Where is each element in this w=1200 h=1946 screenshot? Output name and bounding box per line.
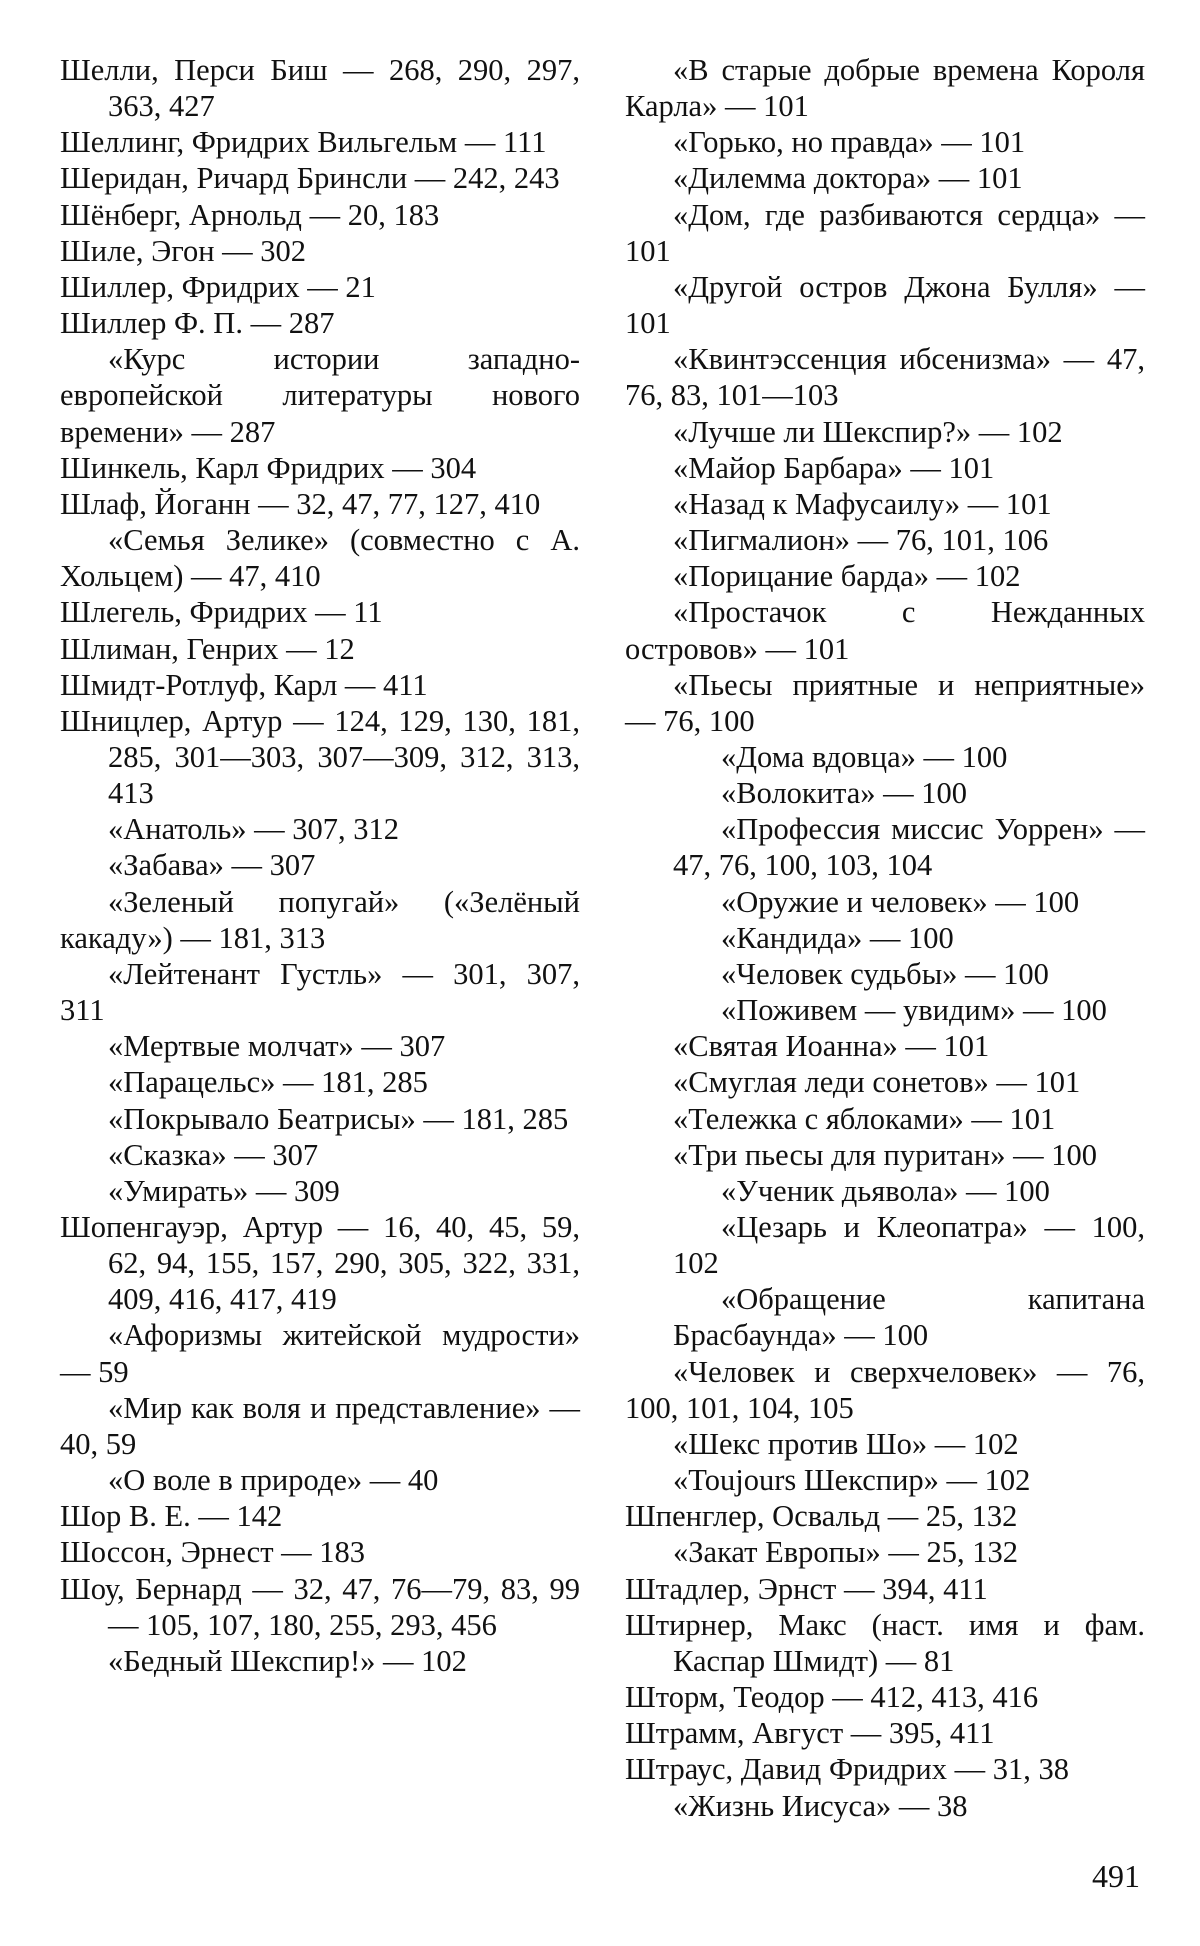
index-subentry: «Кандида» — 100 — [721, 920, 954, 955]
index-subentry: «Ученик дьявола» — 100 — [721, 1173, 1050, 1208]
index-subentry: «Три пьесы для пуритан» — 100 — [673, 1137, 1097, 1172]
index-subentry: «Семья Зелике» (совместно с А. Хольцем) — 47, 410 — [60, 523, 580, 594]
index-entry: Шлегель, Фридрих — 11 — [60, 595, 383, 630]
index-entry: Шторм, Теодор — 412, 413, 416 — [625, 1680, 1039, 1715]
page-number: 491 — [1092, 1858, 1140, 1894]
index-entry: Шлаф, Йоганн — 32, 47, 77, 127, 410 — [60, 486, 541, 521]
index-entry: Шелли, Перси Биш — 268, 290, 297, 363, 427 — [60, 53, 580, 124]
index-subentry: «Лейтенант Густль» — 301, 307, 311 — [60, 956, 580, 1028]
index-subentry: «Квинтэссенция ибсенизма» — 47, 76, 83, 101—103 — [625, 342, 1145, 413]
index-entry: Штадлер, Эрнст — 394, 411 — [625, 1571, 988, 1606]
index-entry: Шлиман, Генрих — 12 — [60, 631, 355, 666]
index-subentry: «Жизнь Иисуса» — 38 — [673, 1788, 968, 1823]
index-entry: Шницлер, Артур — 124, 129, 130, 181, 285, 301—303, 307—309, 312, 313, 413 — [60, 703, 580, 811]
index-subentry: «Зеленый попугай» («Зелёный какаду») — 181, 313 — [60, 884, 580, 955]
index-subentry: «Бедный Шекспир!» — 102 — [108, 1643, 467, 1678]
index-entry: Шоу, Бернард — 32, 47, 76—79, 83, 99 — 105, 107, 180, 255, 293, 456 — [60, 1571, 580, 1642]
index-subentry: «Человек и сверхчеловек» — 76, 100, 101, 104, 105 — [625, 1354, 1145, 1425]
index-subentry: «Майор Барбара» — 101 — [673, 450, 995, 485]
index-subentry: «Умирать» — 309 — [108, 1173, 340, 1208]
index-entry: Шёнберг, Арнольд — 20, 183 — [60, 197, 440, 232]
index-subentry: «Простачок с Нежданных островов» — 101 — [625, 595, 1145, 666]
index-column-left — [60, 52, 580, 1679]
index-subentry: «Мертвые молчат» — 307 — [108, 1029, 446, 1064]
index-entry: Шопенгауэр, Артур — 16, 40, 45, 59, 62, 94, 155, 157, 290, 305, 322, 331, 409, 416, 417, 419 — [60, 1210, 580, 1317]
index-entry: Штрамм, Август — 395, 411 — [625, 1716, 995, 1751]
index-subentry: «Тележка с яблоками» — 101 — [673, 1101, 1056, 1136]
index-subentry: «Анатоль» — 307, 312 — [108, 812, 400, 847]
index-entry: Шоссон, Эрнест — 183 — [60, 1535, 366, 1570]
index-subentry: «О воле в природе» — 40 — [108, 1463, 439, 1498]
index-entry: Шиле, Эгон — 302 — [60, 233, 307, 268]
index-subentry: «Профессия миссис Уоррен» — 47, 76, 100, 103, 104 — [673, 812, 1145, 883]
index-subentry: «Лучше ли Шекспир?» — 102 — [673, 414, 1063, 449]
index-subentry: «Дом, где разбиваются сердца» — 101 — [625, 197, 1145, 268]
index-subentry: «Toujours Шекспир» — 102 — [673, 1463, 1031, 1498]
index-subentry: «Порицание барда» — 102 — [673, 559, 1021, 594]
index-entry: Шпенглер, Освальд — 25, 132 — [625, 1499, 1018, 1534]
index-subentry: «Волокита» — 100 — [721, 776, 968, 811]
index-subentry: «Горько, но правда» — 101 — [673, 125, 1026, 160]
index-subentry: «Мир как воля и представление» — 40, 59 — [60, 1390, 580, 1461]
index-column-right — [625, 52, 1145, 1824]
index-subentry: «Курс истории западно-европейской литературы нового времени» — 287 — [60, 342, 580, 449]
index-entry: Шор В. Е. — 142 — [60, 1499, 283, 1534]
index-subentry: «Назад к Мафусаилу» — 101 — [673, 486, 1052, 521]
index-entry: Штирнер, Макс (наст. имя и фам. Каспар Шмидт) — 81 — [625, 1607, 1145, 1678]
index-entry: Шеридан, Ричард Бринсли — 242, 243 — [60, 161, 560, 196]
index-subentry: «Дома вдовца» — 100 — [721, 739, 1008, 774]
index-subentry: «Святая Иоанна» — 101 — [673, 1029, 990, 1064]
index-entry: Шиллер Ф. П. — 287 — [60, 306, 335, 341]
index-subentry: «Покрывало Беатрисы» — 181, 285 — [108, 1101, 569, 1136]
index-subentry: «Афоризмы житейской мудрости» — 59 — [60, 1318, 580, 1389]
index-subentry: «Оружие и человек» — 100 — [721, 884, 1080, 919]
index-subentry: «Забава» — 307 — [108, 848, 316, 883]
index-subentry: «Пигмалион» — 76, 101, 106 — [673, 523, 1049, 558]
index-subentry: «Обращение капитана Брасбаунда» — 100 — [673, 1282, 1145, 1353]
index-entry: Штраус, Давид Фридрих — 31, 38 — [625, 1752, 1069, 1787]
index-subentry: «Другой остров Джона Булля» — 101 — [625, 269, 1145, 341]
index-subentry: «Шекс против Шо» — 102 — [673, 1426, 1019, 1461]
index-subentry: «Парацельс» — 181, 285 — [108, 1065, 428, 1100]
index-subentry: «Дилемма доктора» — 101 — [673, 161, 1023, 196]
index-entry: Шеллинг, Фридрих Вильгельм — 111 — [60, 125, 547, 160]
index-subentry: «Смуглая леди сонетов» — 101 — [673, 1065, 1081, 1100]
index-subentry: «Поживем — увидим» — 100 — [721, 993, 1107, 1028]
index-subentry: «Цезарь и Клеопатра» — 100, 102 — [673, 1210, 1145, 1281]
index-subentry: «Человек судьбы» — 100 — [721, 956, 1049, 991]
index-subentry: «В старые добрые времена Короля Карла» — 101 — [625, 53, 1145, 124]
index-entry: Шмидт-Ротлуф, Карл — 411 — [60, 667, 428, 702]
index-subentry: «Пьесы приятные и неприятные» — 76, 100 — [625, 667, 1145, 738]
index-entry: Шиллер, Фридрих — 21 — [60, 269, 376, 304]
index-subentry: «Сказка» — 307 — [108, 1137, 319, 1172]
index-subentry: «Закат Европы» — 25, 132 — [673, 1535, 1018, 1570]
index-entry: Шинкель, Карл Фридрих — 304 — [60, 450, 477, 485]
